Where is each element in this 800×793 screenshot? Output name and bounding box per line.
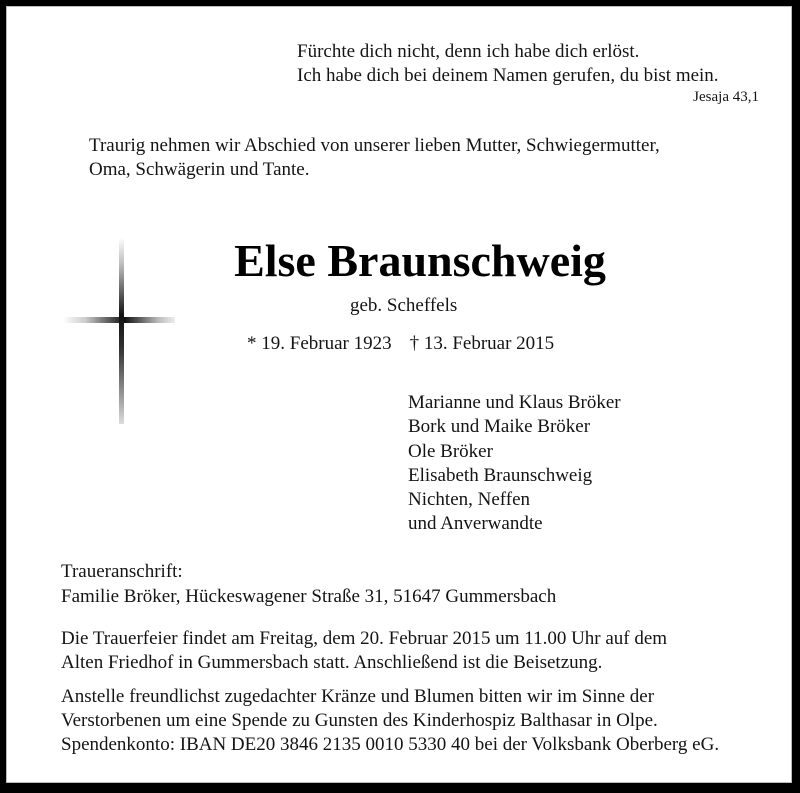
- maiden-name: geb. Scheffels: [350, 295, 458, 316]
- life-dates: [247, 332, 554, 356]
- verse-line: Fürchte dich nicht, denn ich habe dich erlöst.: [297, 41, 640, 62]
- verse-line: Ich habe dich bei deinem Namen gerufen, du bist mein.: [297, 65, 719, 86]
- ceremony-line: Die Trauerfeier findet am Freitag, dem 20. Februar 2015 um 11.00 Uhr auf dem: [61, 628, 668, 649]
- mourner: und Anverwandte: [408, 513, 543, 535]
- address-label: Traueranschrift:: [61, 561, 183, 582]
- donation-line: Anstelle freundlichst zugedachter Kränze und Blumen bitten wir im Sinne der: [61, 686, 655, 707]
- donation-line: Verstorbenen um eine Spende zu Gunsten des Kinderhospiz Balthasar in Olpe.: [61, 710, 658, 731]
- ceremony-info: [61, 627, 667, 675]
- intro-text: [89, 134, 660, 182]
- address-line: Familie Bröker, Hückeswagener Straße 31, 51647 Gummersbach: [61, 586, 557, 607]
- mourner: Bork und Maike Bröker: [408, 416, 591, 438]
- deceased-name: Else Braunschweig: [234, 235, 606, 286]
- death-date: † 13. Februar 2015: [409, 333, 555, 354]
- mourner: Elisabeth Braunschweig: [408, 464, 593, 486]
- ceremony-line: Alten Friedhof in Gummersbach statt. Anschließend ist die Beisetzung.: [61, 652, 603, 673]
- mourner: Ole Bröker: [408, 440, 493, 462]
- birth-date: * 19. Februar 1923: [247, 333, 392, 354]
- donation-line: Spendenkonto: IBAN DE20 3846 2135 0010 5330 40 bei der Volksbank Oberberg eG.: [61, 734, 720, 755]
- verse-reference: Jesaja 43,1: [693, 89, 759, 105]
- donation-info: [61, 685, 719, 757]
- obituary-notice: [6, 6, 792, 783]
- mourner: Marianne und Klaus Bröker: [408, 392, 621, 413]
- mourners-list: [408, 391, 621, 537]
- intro-line: Oma, Schwägerin und Tante.: [89, 159, 310, 180]
- mourner: Nichten, Neffen: [408, 489, 531, 511]
- bible-verse: [297, 40, 719, 88]
- intro-line: Traurig nehmen wir Abschied von unserer lieben Mutter, Schwiegermutter,: [89, 135, 660, 156]
